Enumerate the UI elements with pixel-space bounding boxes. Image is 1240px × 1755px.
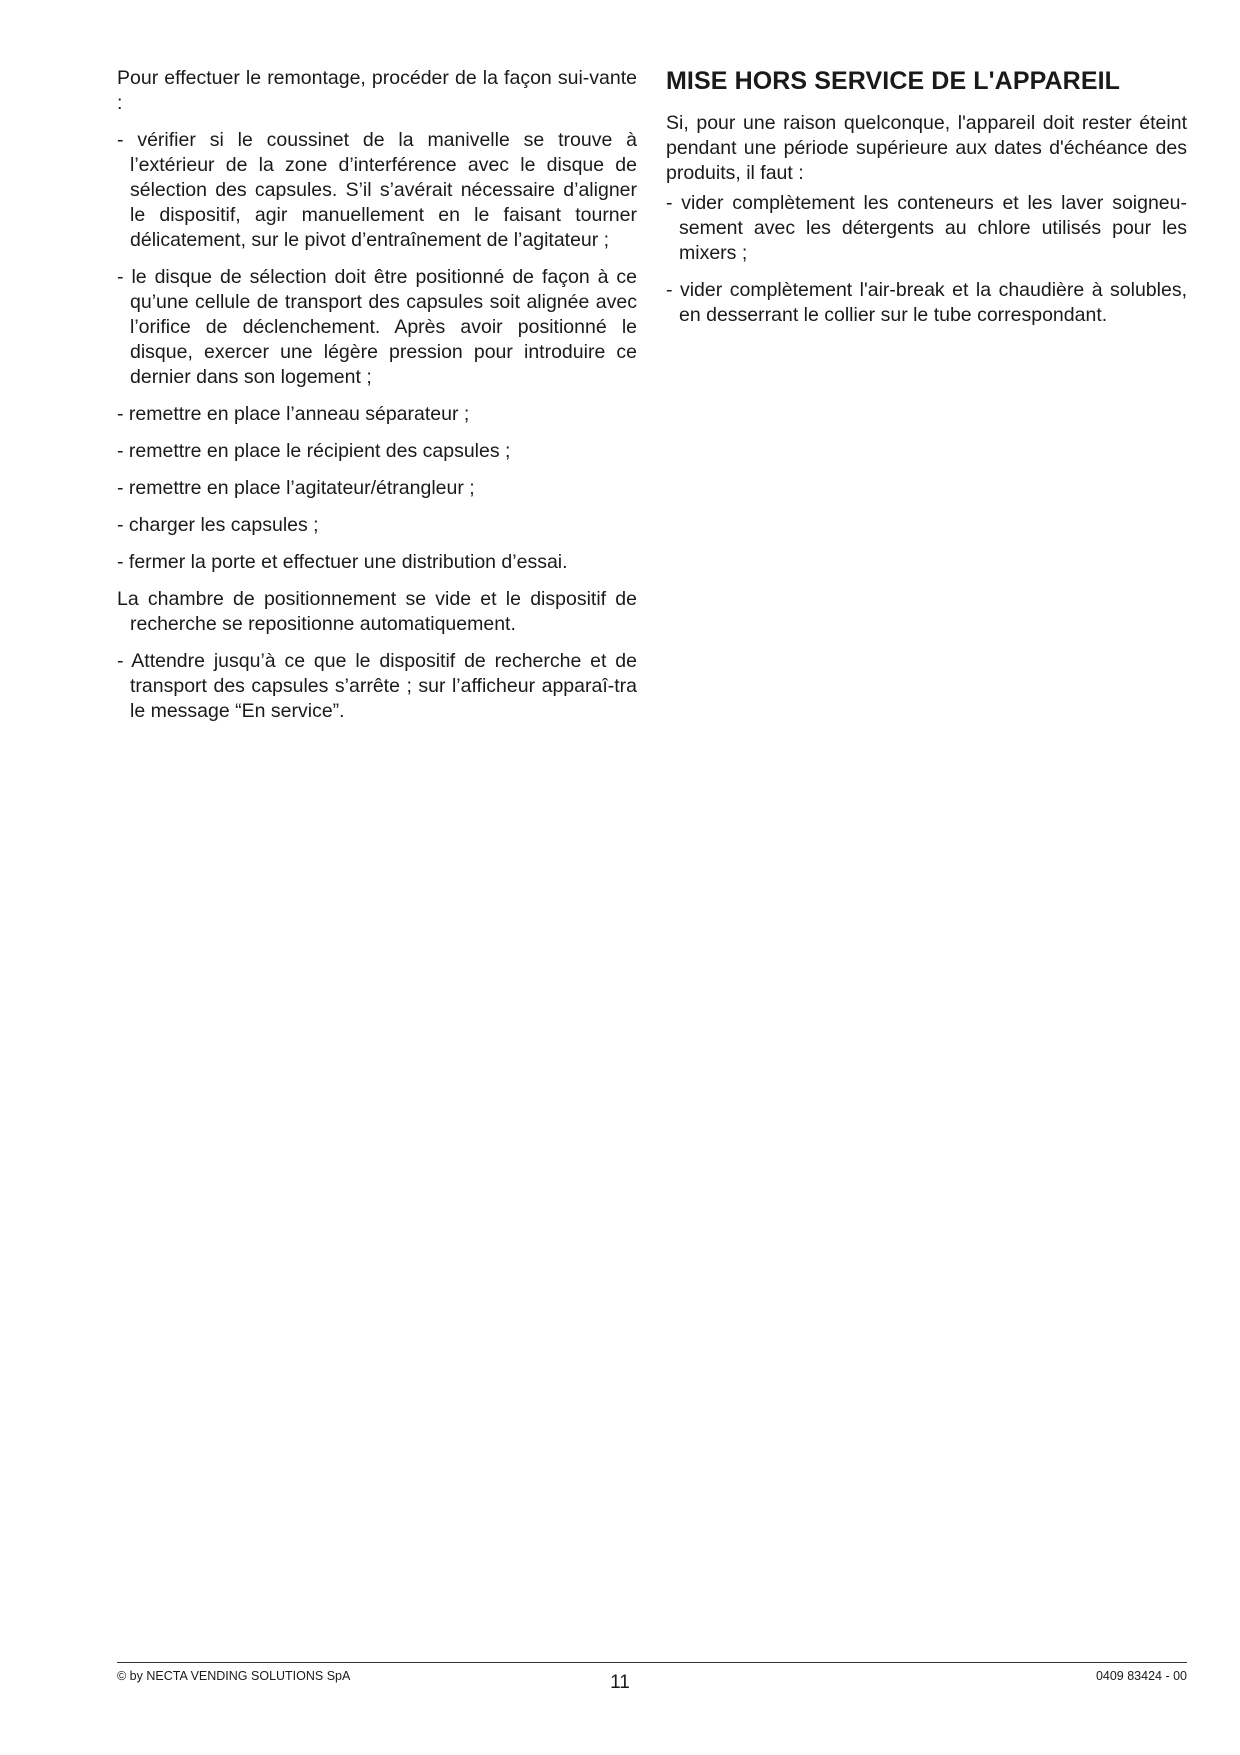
reassembly-note: La chambre de positionnement se vide et le dispositif de recherche se repositionne automatiquement. xyxy=(117,588,637,635)
reassembly-step-6: - charger les capsules ; xyxy=(117,514,319,536)
page-number: 11 xyxy=(610,1672,630,1693)
reassembly-step-1: - vérifier si le coussinet de la manivelle se trouve à l’extérieur de la zone d’interférence avec le disque de sélection des capsules. S’il s’avérait nécessaire d’aligner le dispositif, agir manuellement en le faisant tourner délicatement, sur le pivot d’entraînement de l’agitateur ; xyxy=(117,129,637,251)
right-column xyxy=(666,66,1187,340)
footer-divider xyxy=(117,1662,1187,1663)
reassembly-intro: Pour effectuer le remontage, procéder de la façon sui-vante : xyxy=(117,67,637,114)
shutdown-step-2: - vider complètement l'air-break et la chaudière à solubles, en desserrant le collier sur le tube correspondant. xyxy=(666,279,1187,326)
reassembly-step-3: - remettre en place l’anneau séparateur ; xyxy=(117,403,470,425)
shutdown-intro: Si, pour une raison quelconque, l'appareil doit rester éteint pendant une période supérieure aux dates d'échéance des produits, il faut : xyxy=(666,112,1187,184)
section-title: MISE HORS SERVICE DE L'APPAREIL xyxy=(666,67,1121,95)
footer-doc-code: 0409 83424 - 00 xyxy=(1095,1669,1187,1683)
reassembly-step-2: - le disque de sélection doit être positionné de façon à ce qu’une cellule de transport des capsules soit alignée avec l’orifice de déclenchement. Après avoir positionné le disque, exercer une légère pression pour introduire ce dernier dans son logement ; xyxy=(117,266,637,388)
footer-copyright: © by NECTA VENDING SOLUTIONS SpA xyxy=(117,1669,351,1683)
left-column xyxy=(117,66,637,736)
reassembly-step-5: - remettre en place l’agitateur/étrangleur ; xyxy=(117,477,475,499)
shutdown-step-1: - vider complètement les conteneurs et les laver soigneu-sement avec les détergents au chlore utilisés pour les mixers ; xyxy=(666,192,1187,264)
reassembly-final-step: - Attendre jusqu’à ce que le dispositif de recherche et de transport des capsules s’arrête ; sur l’afficheur apparaî-tra le message “En service”. xyxy=(117,650,637,722)
reassembly-step-7: - fermer la porte et effectuer une distribution d’essai. xyxy=(117,551,568,573)
reassembly-step-4: - remettre en place le récipient des capsules ; xyxy=(117,440,511,462)
